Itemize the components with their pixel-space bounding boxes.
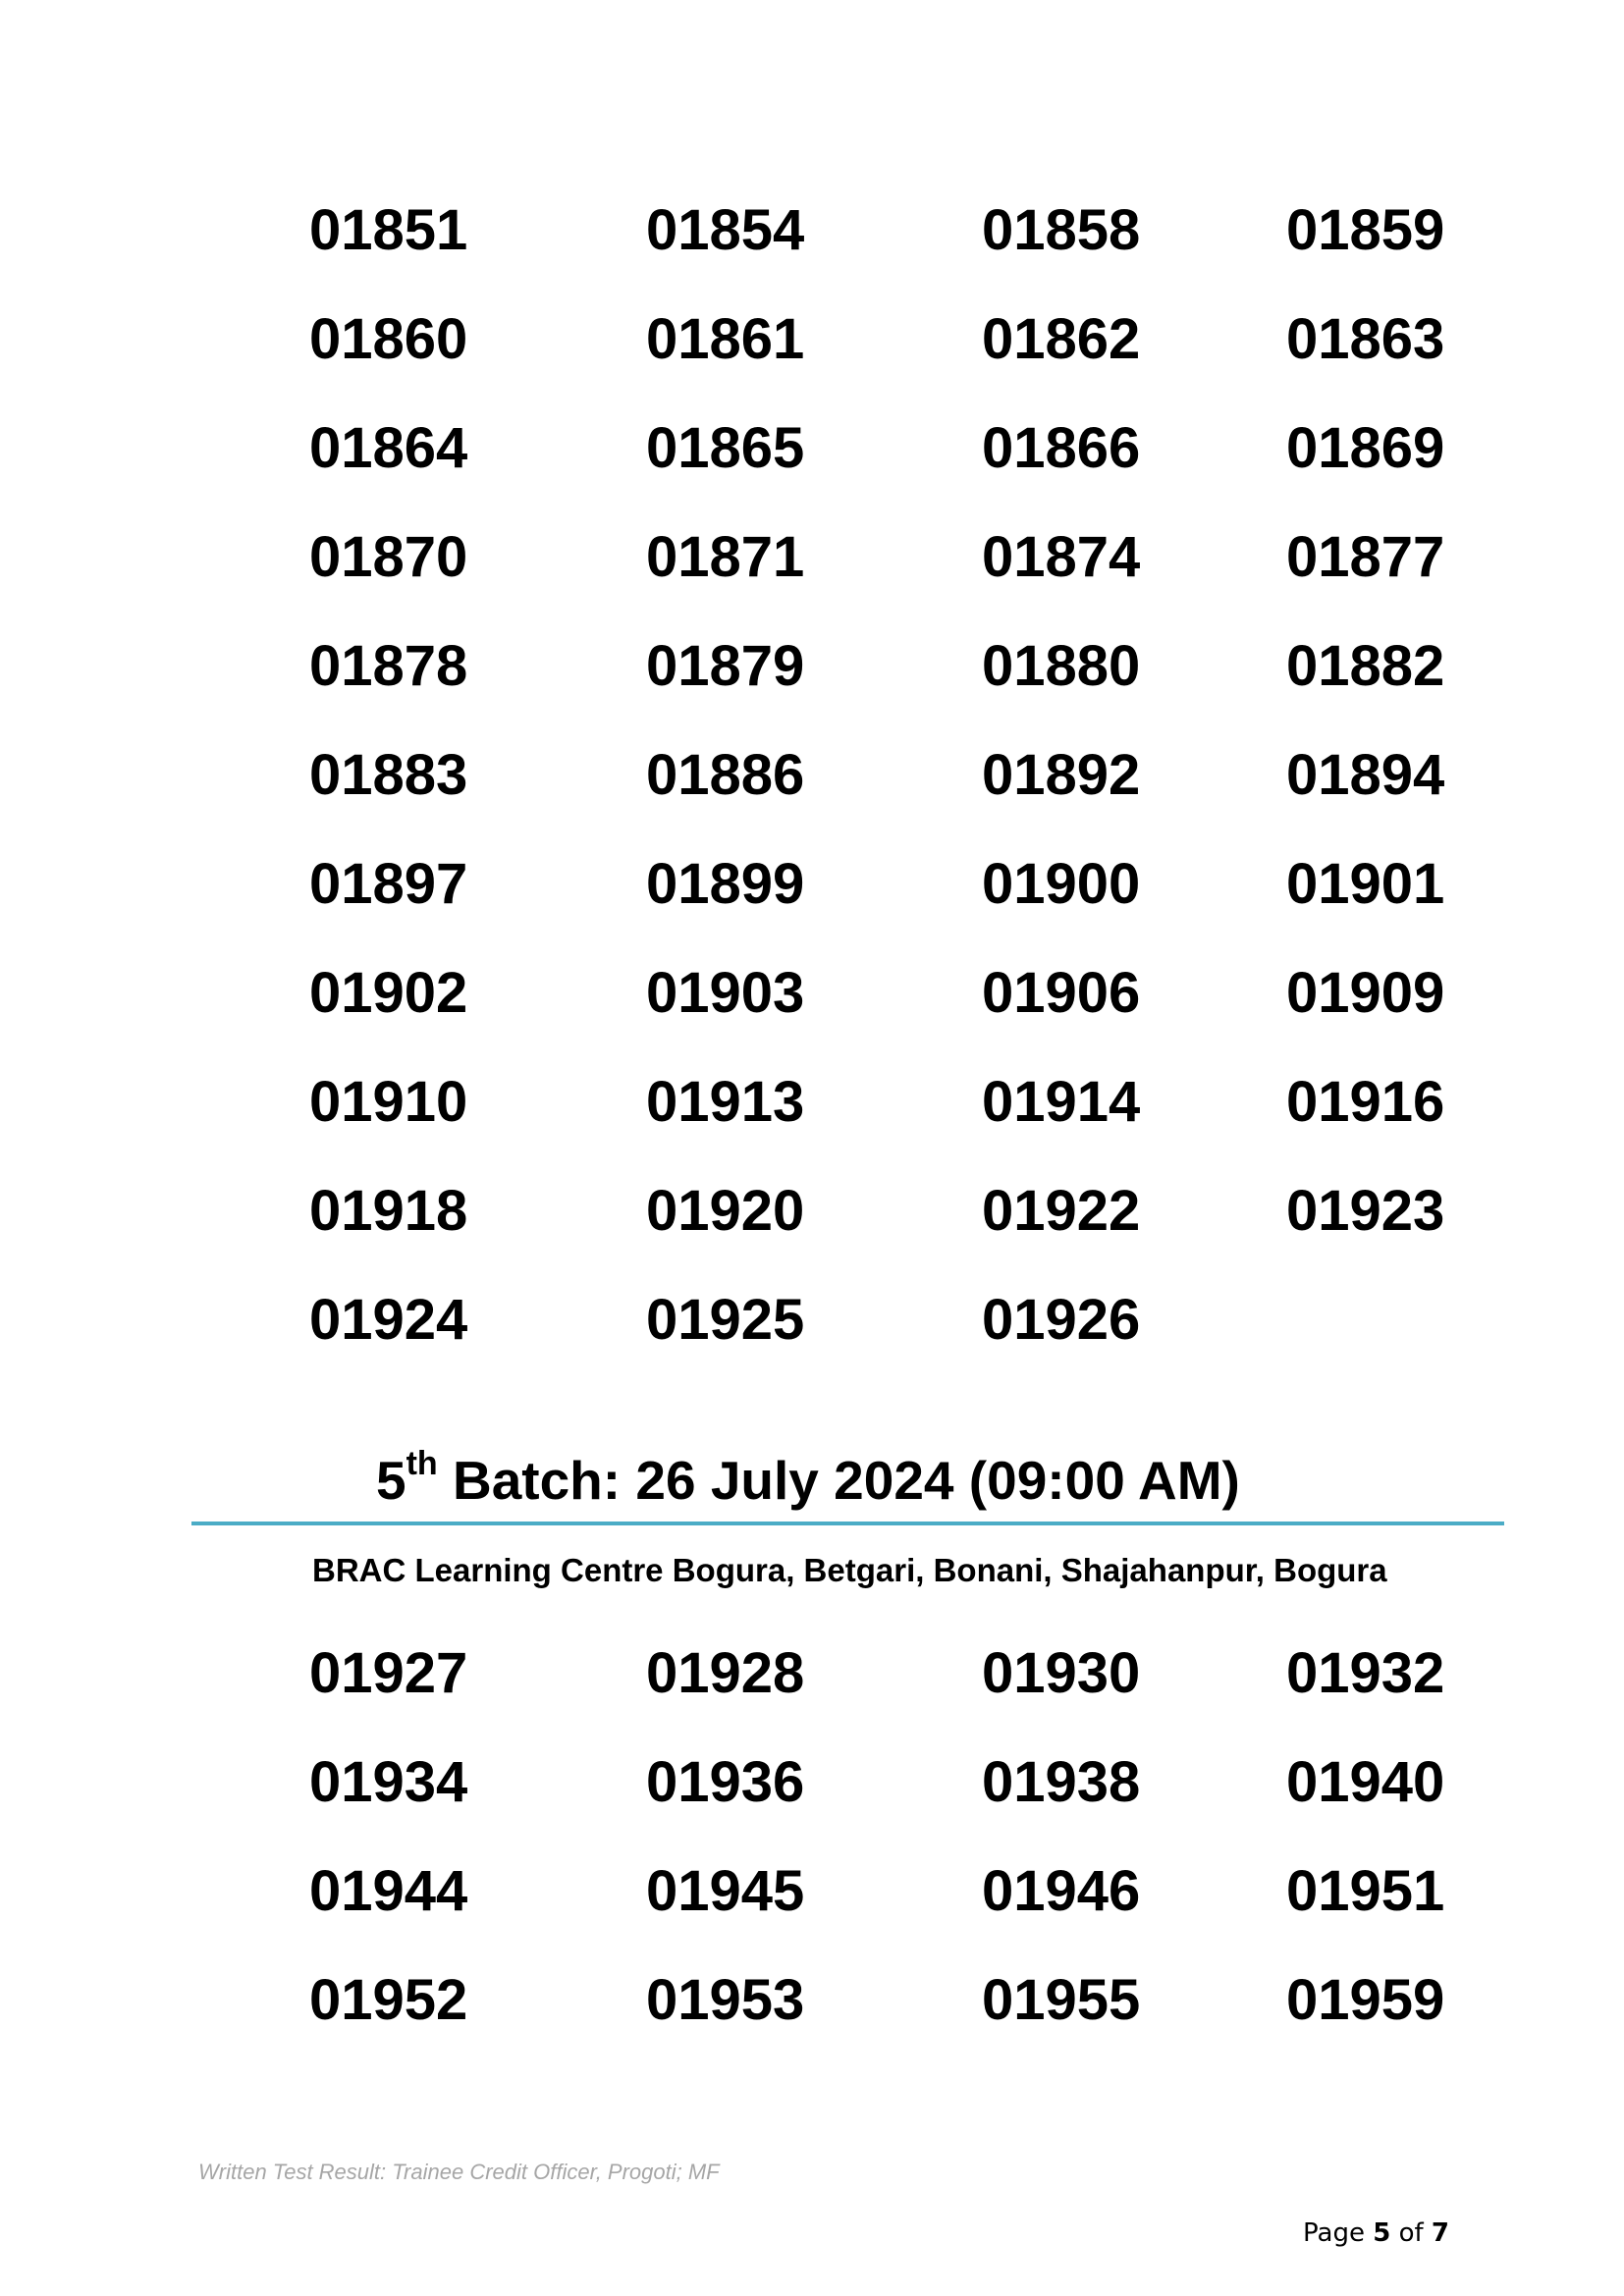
roll-number: 01918 [309, 1179, 468, 1243]
roll-number: 01932 [1286, 1641, 1445, 1705]
table-row [0, 634, 1624, 747]
page-current: 5 [1373, 2218, 1391, 2248]
roll-number: 01925 [646, 1288, 805, 1352]
roll-number: 01946 [982, 1859, 1141, 1923]
roll-number: 01892 [982, 743, 1141, 807]
roll-number: 01897 [309, 852, 468, 916]
roll-number: 01854 [646, 198, 805, 262]
roll-number: 01877 [1286, 525, 1445, 589]
table-row [0, 525, 1624, 638]
batch-heading-text: Batch: 26 July 2024 (09:00 AM) [437, 1450, 1240, 1511]
table-row [0, 961, 1624, 1074]
roll-number: 01886 [646, 743, 805, 807]
table-row [0, 1641, 1624, 1754]
roll-number: 01928 [646, 1641, 805, 1705]
roll-number: 01944 [309, 1859, 468, 1923]
roll-number: 01864 [309, 416, 468, 480]
roll-number: 01879 [646, 634, 805, 698]
roll-number: 01870 [309, 525, 468, 589]
roll-number: 01923 [1286, 1179, 1445, 1243]
roll-number: 01938 [982, 1750, 1141, 1814]
roll-number: 01909 [1286, 961, 1445, 1025]
roll-number: 01861 [646, 307, 805, 371]
roll-number: 01851 [309, 198, 468, 262]
roll-number: 01922 [982, 1179, 1141, 1243]
roll-number: 01916 [1286, 1070, 1445, 1134]
roll-number: 01859 [1286, 198, 1445, 262]
roll-number: 01899 [646, 852, 805, 916]
table-row [0, 1070, 1624, 1183]
table-row [0, 198, 1624, 311]
roll-number: 01878 [309, 634, 468, 698]
roll-number: 01955 [982, 1968, 1141, 2032]
roll-number: 01865 [646, 416, 805, 480]
page-prefix: Page [1303, 2218, 1374, 2248]
table-row [0, 307, 1624, 420]
table-row [0, 1859, 1624, 1972]
roll-number: 01882 [1286, 634, 1445, 698]
heading-divider [191, 1522, 1504, 1525]
roll-number: 01858 [982, 198, 1141, 262]
roll-number: 01934 [309, 1750, 468, 1814]
table-row [0, 1288, 1624, 1401]
roll-number: 01913 [646, 1070, 805, 1134]
roll-number: 01869 [1286, 416, 1445, 480]
roll-number: 01952 [309, 1968, 468, 2032]
roll-number: 01936 [646, 1750, 805, 1814]
batch-venue: BRAC Learning Centre Bogura, Betgari, Bonani, Shajahanpur, Bogura [312, 1552, 1387, 1588]
page-mid: of [1390, 2218, 1432, 2248]
roll-number: 01920 [646, 1179, 805, 1243]
roll-number: 01903 [646, 961, 805, 1025]
roll-number: 01883 [309, 743, 468, 807]
batch-ordinal-suffix: th [406, 1444, 438, 1482]
table-row [0, 852, 1624, 965]
roll-number: 01930 [982, 1641, 1141, 1705]
roll-number: 01902 [309, 961, 468, 1025]
footer-document-title: Written Test Result: Trainee Credit Officer, Progoti; MF [198, 2160, 720, 2184]
page-number [1303, 2218, 1449, 2248]
page-total: 7 [1431, 2218, 1449, 2248]
roll-number: 01862 [982, 307, 1141, 371]
roll-number: 01940 [1286, 1750, 1445, 1814]
roll-number: 01914 [982, 1070, 1141, 1134]
roll-number: 01894 [1286, 743, 1445, 807]
roll-number: 01924 [309, 1288, 468, 1352]
roll-number: 01860 [309, 307, 468, 371]
batch-ordinal-number: 5 [376, 1450, 406, 1511]
roll-number: 01906 [982, 961, 1141, 1025]
roll-number: 01874 [982, 525, 1141, 589]
roll-number: 01866 [982, 416, 1141, 480]
roll-number: 01951 [1286, 1859, 1445, 1923]
table-row [0, 1968, 1624, 2081]
roll-number: 01959 [1286, 1968, 1445, 2032]
table-row [0, 1179, 1624, 1292]
roll-number: 01880 [982, 634, 1141, 698]
roll-number: 01901 [1286, 852, 1445, 916]
table-row [0, 743, 1624, 856]
table-row [0, 416, 1624, 529]
batch-heading [376, 1444, 1240, 1511]
roll-number: 01863 [1286, 307, 1445, 371]
table-row [0, 1750, 1624, 1863]
roll-number: 01910 [309, 1070, 468, 1134]
roll-number: 01927 [309, 1641, 468, 1705]
roll-number: 01926 [982, 1288, 1141, 1352]
roll-number: 01871 [646, 525, 805, 589]
roll-number: 01900 [982, 852, 1141, 916]
roll-number: 01945 [646, 1859, 805, 1923]
roll-number: 01953 [646, 1968, 805, 2032]
